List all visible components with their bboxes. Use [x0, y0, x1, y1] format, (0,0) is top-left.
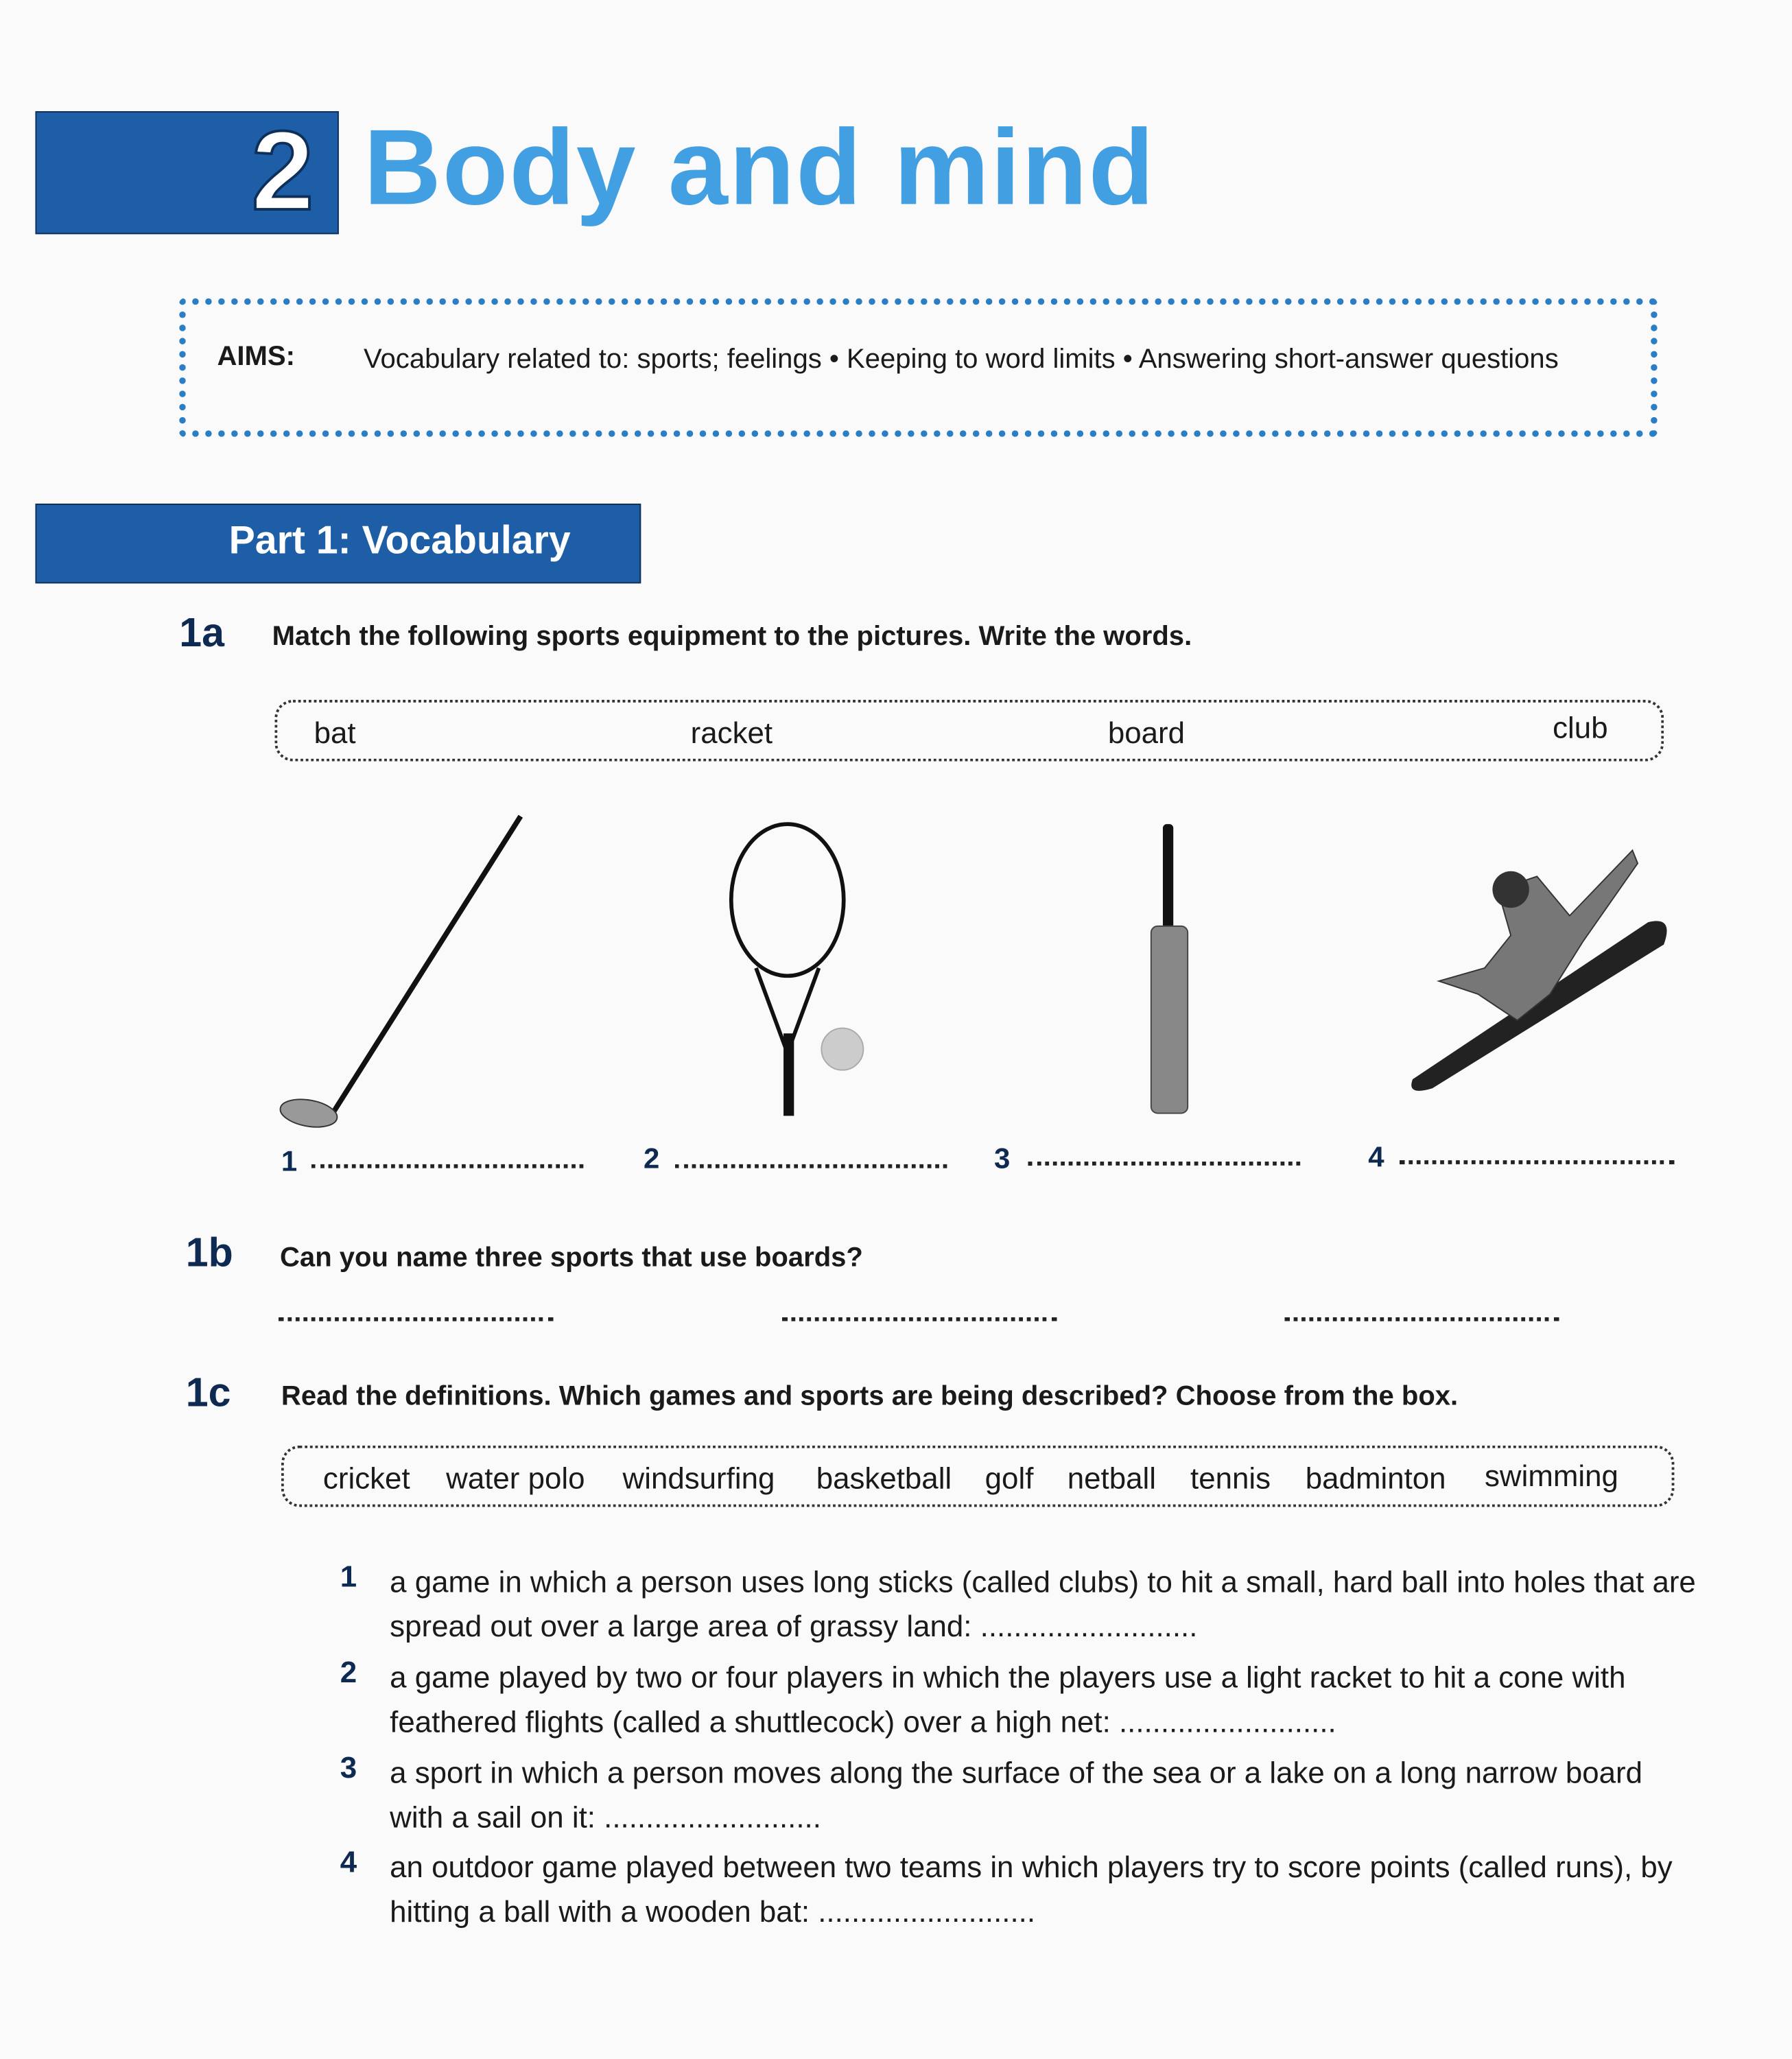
equipment-pictures: [261, 798, 1700, 1138]
word-box-1a: [274, 700, 1664, 762]
aims-label: AIMS:: [217, 341, 295, 372]
picture-number-1: 1: [281, 1144, 298, 1177]
tennis-racket-icon: [731, 824, 864, 1116]
picture-number-4: 4: [1368, 1140, 1384, 1174]
aims-box: [179, 298, 1657, 437]
word-board: board: [1107, 715, 1186, 750]
cricket-bat-icon: [1151, 824, 1188, 1113]
answer-line-2[interactable]: [675, 1164, 947, 1168]
answer-line-1b-3[interactable]: [1284, 1317, 1559, 1321]
exercise-label-1b: 1b: [185, 1229, 233, 1275]
word-racket: racket: [690, 715, 773, 750]
aims-text: Vocabulary related to: sports; feelings • Keeping to word limits • Answering short-answer questions: [364, 344, 1559, 375]
exercise-label-1c: 1c: [185, 1369, 231, 1415]
word-basketball: basketball: [816, 1461, 952, 1496]
word-badminton: badminton: [1305, 1461, 1446, 1496]
word-cricket: cricket: [322, 1461, 410, 1496]
exercise-instruction-1b: Can you name three sports that use boards?: [280, 1243, 863, 1273]
word-water-polo: water polo: [446, 1461, 585, 1496]
snowboarder-icon: [1411, 850, 1666, 1091]
word-netball: netball: [1067, 1461, 1157, 1496]
part-title: Part 1: Vocabulary: [228, 519, 571, 563]
definition-text: a sport in which a person moves along the surface of the sea or a lake on a long narrow board with a sail on it: ..........................: [390, 1755, 1642, 1835]
picture-number-3: 3: [994, 1142, 1011, 1175]
picture-number-2: 2: [644, 1142, 660, 1175]
unit-number-box: [35, 108, 338, 235]
word-golf: golf: [985, 1461, 1034, 1496]
word-tennis: tennis: [1190, 1461, 1271, 1496]
answer-line-3[interactable]: [1028, 1162, 1301, 1166]
definition-text: a game played by two or four players in which the players use a light racket to hit a cone with feathered flights (called a shuttlecock) over a high net: ..........................: [390, 1660, 1626, 1739]
exercise-instruction-1a: Match the following sports equipment to the pictures. Write the words.: [272, 621, 1192, 652]
word-swimming: swimming: [1484, 1458, 1618, 1493]
definition-text: a game in which a person uses long sticks (called clubs) to hit a small, hard ball into holes that are spread out over a large area of grassy land: ..........................: [390, 1564, 1696, 1643]
definition-number: 2: [340, 1654, 357, 1689]
answer-line-1[interactable]: [311, 1164, 584, 1168]
unit-number: 2: [251, 108, 314, 235]
answer-line-4[interactable]: [1400, 1160, 1674, 1164]
definition-text: an outdoor game played between two teams in which players try to score points (called runs), by hitting a ball with a wooden bat: ..........................: [390, 1849, 1673, 1929]
word-bat: bat: [314, 715, 356, 750]
definition-number: 1: [340, 1559, 357, 1594]
unit-title: Body and mind: [364, 108, 1155, 228]
exercise-instruction-1c: Read the definitions. Which games and sports are being described? Choose from the box.: [281, 1381, 1459, 1412]
word-windsurfing: windsurfing: [622, 1461, 775, 1496]
answer-line-1b-2[interactable]: [782, 1317, 1057, 1321]
word-club: club: [1553, 710, 1608, 744]
part-banner: [35, 504, 641, 583]
golf-club-icon: [278, 816, 520, 1131]
exercise-label-1a: 1a: [179, 609, 224, 656]
definition-number: 4: [340, 1844, 357, 1879]
definition-number: 3: [340, 1750, 357, 1785]
answer-line-1b-1[interactable]: [279, 1317, 553, 1321]
word-box-1c: [281, 1446, 1675, 1507]
